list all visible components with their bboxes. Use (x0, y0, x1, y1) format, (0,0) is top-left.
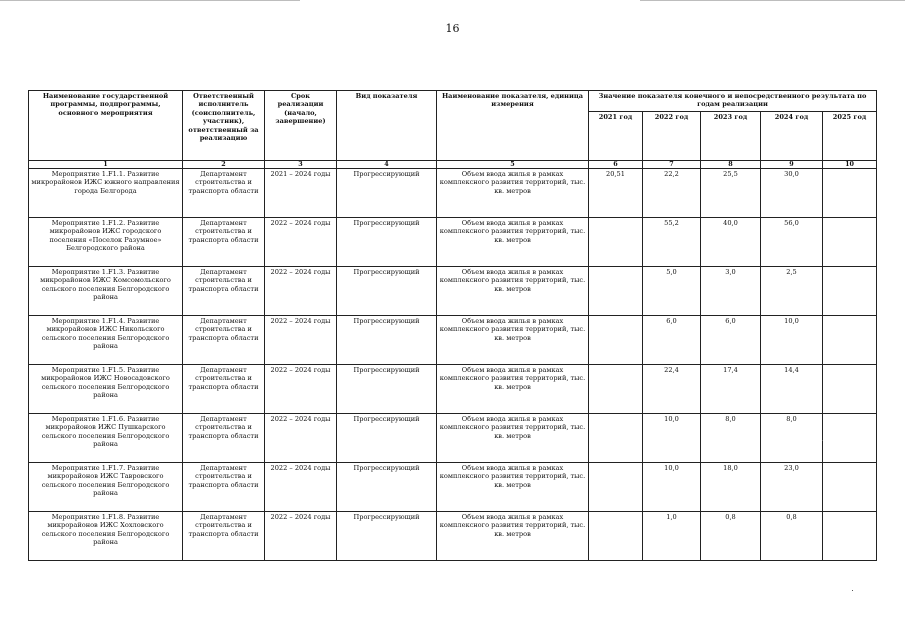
value-cell: 30,0 (761, 169, 823, 218)
indicator-type-cell: Прогрессирующий (337, 463, 437, 512)
header-year: 2022 год (643, 112, 701, 161)
header-year: 2025 год (823, 112, 877, 161)
value-cell: 14,4 (761, 365, 823, 414)
column-number: 4 (337, 161, 437, 169)
indicator-type-cell: Прогрессирующий (337, 365, 437, 414)
value-cell: 6,0 (701, 316, 761, 365)
value-cell: 3,0 (701, 267, 761, 316)
table-row (29, 463, 877, 512)
program-cell: Мероприятие 1.F1.5. Развитие микрорайонов ИЖС Новосадовского сельского поселения Белгородского района (29, 365, 183, 414)
value-cell (589, 512, 643, 561)
column-number: 7 (643, 161, 701, 169)
scan-edge-left (0, 0, 300, 1)
value-cell: 18,0 (701, 463, 761, 512)
header-year: 2021 год (589, 112, 643, 161)
header-program: Наименование государственной программы, подпрограммы, основного мероприятия (29, 91, 183, 161)
value-cell: 10,0 (643, 463, 701, 512)
value-cell: 0,8 (701, 512, 761, 561)
table-row (29, 512, 877, 561)
program-cell: Мероприятие 1.F1.6. Развитие микрорайонов ИЖС Пушкарского сельского поселения Белгородского района (29, 414, 183, 463)
value-cell (823, 414, 877, 463)
responsible-cell: Департамент строительства и транспорта области (183, 218, 265, 267)
program-cell: Мероприятие 1.F1.3. Развитие микрорайонов ИЖС Комсомольского сельского поселения Белгородского района (29, 267, 183, 316)
column-number: 10 (823, 161, 877, 169)
value-cell: 10,0 (643, 414, 701, 463)
table-row (29, 316, 877, 365)
value-cell: 25,5 (701, 169, 761, 218)
indicator-type-cell: Прогрессирующий (337, 169, 437, 218)
value-cell (823, 365, 877, 414)
program-cell: Мероприятие 1.F1.7. Развитие микрорайонов ИЖС Тавровского сельского поселения Белгородского района (29, 463, 183, 512)
value-cell (823, 316, 877, 365)
value-cell: 5,0 (643, 267, 701, 316)
period-cell: 2022 – 2024 годы (265, 316, 337, 365)
page-number: 16 (445, 22, 460, 35)
indicator-type-cell: Прогрессирующий (337, 316, 437, 365)
column-number: 9 (761, 161, 823, 169)
column-number: 1 (29, 161, 183, 169)
header-year: 2024 год (761, 112, 823, 161)
value-cell: 22,4 (643, 365, 701, 414)
value-cell: 8,0 (701, 414, 761, 463)
program-cell: Мероприятие 1.F1.2. Развитие микрорайонов ИЖС городского поселения «Поселок Разумное» Белгородского района (29, 218, 183, 267)
indicator-type-cell: Прогрессирующий (337, 414, 437, 463)
program-cell: Мероприятие 1.F1.1. Развитие микрорайонов ИЖС южного направления города Белгорода (29, 169, 183, 218)
period-cell: 2022 – 2024 годы (265, 267, 337, 316)
responsible-cell: Департамент строительства и транспорта области (183, 267, 265, 316)
value-cell (589, 316, 643, 365)
period-cell: 2022 – 2024 годы (265, 365, 337, 414)
results-table (28, 90, 877, 561)
responsible-cell: Департамент строительства и транспорта области (183, 316, 265, 365)
indicator-name-cell: Объем ввода жилья в рамках комплексного развития территорий, тыс. кв. метров (437, 414, 589, 463)
indicator-name-cell: Объем ввода жилья в рамках комплексного развития территорий, тыс. кв. метров (437, 267, 589, 316)
value-cell (823, 463, 877, 512)
scan-speck (822, 440, 823, 441)
value-cell: 6,0 (643, 316, 701, 365)
header-period: Срок реализации (начало, завершение) (265, 91, 337, 161)
responsible-cell: Департамент строительства и транспорта области (183, 365, 265, 414)
indicator-name-cell: Объем ввода жилья в рамках комплексного развития территорий, тыс. кв. метров (437, 218, 589, 267)
scan-speck (852, 590, 853, 591)
indicator-name-cell: Объем ввода жилья в рамках комплексного развития территорий, тыс. кв. метров (437, 169, 589, 218)
value-cell (589, 267, 643, 316)
header-year: 2023 год (701, 112, 761, 161)
column-number: 5 (437, 161, 589, 169)
period-cell: 2022 – 2024 годы (265, 463, 337, 512)
table-row (29, 365, 877, 414)
header-indicator-type: Вид показателя (337, 91, 437, 161)
responsible-cell: Департамент строительства и транспорта области (183, 414, 265, 463)
column-number: 8 (701, 161, 761, 169)
responsible-cell: Департамент строительства и транспорта области (183, 512, 265, 561)
column-number: 3 (265, 161, 337, 169)
value-cell (823, 218, 877, 267)
column-number: 2 (183, 161, 265, 169)
value-cell (589, 218, 643, 267)
column-number-row (29, 161, 877, 169)
header-row (29, 91, 877, 112)
value-cell: 56,0 (761, 218, 823, 267)
responsible-cell: Департамент строительства и транспорта области (183, 463, 265, 512)
period-cell: 2021 – 2024 годы (265, 169, 337, 218)
header-values-group: Значение показателя конечного и непосредственного результата по годам реализации (589, 91, 877, 112)
value-cell (589, 463, 643, 512)
header-indicator-name: Наименование показателя, единица измерения (437, 91, 589, 161)
period-cell: 2022 – 2024 годы (265, 218, 337, 267)
value-cell: 20,51 (589, 169, 643, 218)
table-row (29, 267, 877, 316)
value-cell: 0,8 (761, 512, 823, 561)
indicator-name-cell: Объем ввода жилья в рамках комплексного развития территорий, тыс. кв. метров (437, 316, 589, 365)
value-cell: 22,2 (643, 169, 701, 218)
indicator-type-cell: Прогрессирующий (337, 218, 437, 267)
value-cell: 40,0 (701, 218, 761, 267)
scan-edge-right (640, 0, 905, 1)
value-cell: 2,5 (761, 267, 823, 316)
value-cell (589, 365, 643, 414)
program-cell: Мероприятие 1.F1.8. Развитие микрорайонов ИЖС Хохловского сельского поселения Белгородского района (29, 512, 183, 561)
value-cell: 55,2 (643, 218, 701, 267)
value-cell (823, 512, 877, 561)
table-row (29, 414, 877, 463)
value-cell: 1,0 (643, 512, 701, 561)
value-cell: 23,0 (761, 463, 823, 512)
indicator-type-cell: Прогрессирующий (337, 267, 437, 316)
table-row (29, 169, 877, 218)
value-cell (823, 169, 877, 218)
indicator-name-cell: Объем ввода жилья в рамках комплексного развития территорий, тыс. кв. метров (437, 463, 589, 512)
value-cell: 8,0 (761, 414, 823, 463)
responsible-cell: Департамент строительства и транспорта области (183, 169, 265, 218)
header-responsible: Ответственный исполнитель (соисполнитель, участник), ответственный за реализацию (183, 91, 265, 161)
indicator-type-cell: Прогрессирующий (337, 512, 437, 561)
table-row (29, 218, 877, 267)
value-cell: 17,4 (701, 365, 761, 414)
column-number: 6 (589, 161, 643, 169)
indicator-name-cell: Объем ввода жилья в рамках комплексного развития территорий, тыс. кв. метров (437, 512, 589, 561)
period-cell: 2022 – 2024 годы (265, 414, 337, 463)
value-cell: 10,0 (761, 316, 823, 365)
period-cell: 2022 – 2024 годы (265, 512, 337, 561)
value-cell (589, 414, 643, 463)
program-cell: Мероприятие 1.F1.4. Развитие микрорайонов ИЖС Никольского сельского поселения Белгородского района (29, 316, 183, 365)
indicator-name-cell: Объем ввода жилья в рамках комплексного развития территорий, тыс. кв. метров (437, 365, 589, 414)
value-cell (823, 267, 877, 316)
